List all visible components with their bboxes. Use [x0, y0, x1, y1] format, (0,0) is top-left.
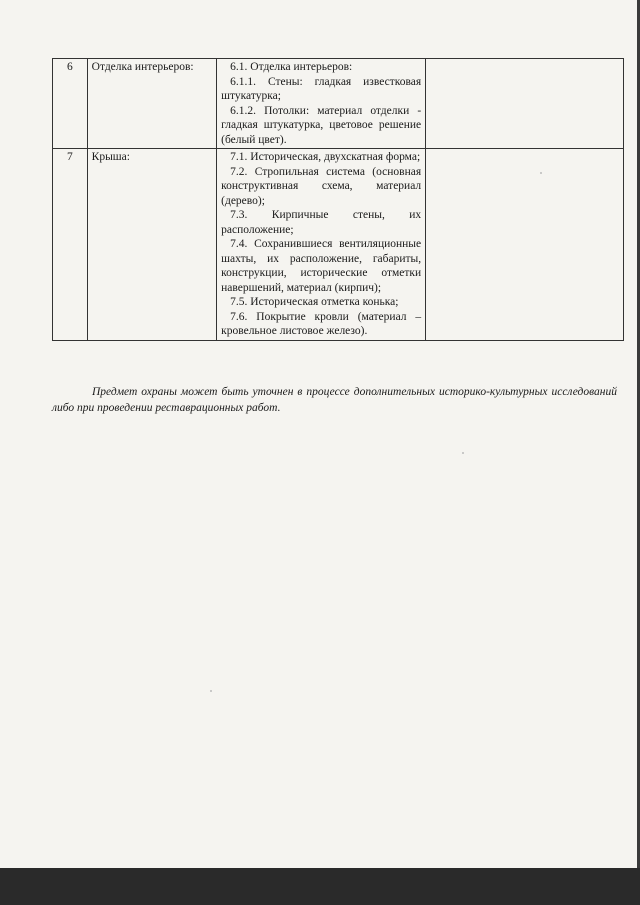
list-item: 7.4. Сохранившиеся вентиляционные шахты, их расположение, габариты, конструкции, исторические отметки навершений, материал (кирпич); [221, 238, 422, 294]
row-description [217, 149, 426, 341]
list-item: 7.5. Историческая отметка конька; [230, 296, 399, 308]
protection-subject-table [52, 58, 624, 341]
table-row [53, 149, 624, 341]
row-number: 6 [53, 59, 88, 149]
scan-speck [540, 172, 542, 174]
row-extra [426, 149, 624, 341]
scan-speck [462, 452, 464, 454]
row-name: Отделка интерьеров: [87, 59, 216, 149]
row-name: Крыша: [87, 149, 216, 341]
footnote-text: Предмет охраны может быть уточнен в процессе дополнительных историко-культурных исследований либо при проведении реставрационных работ. [52, 386, 617, 414]
row-description [217, 59, 426, 149]
list-item: 7.3. Кирпичные стены, их расположение; [221, 209, 422, 236]
table-row [53, 59, 624, 149]
scan-speck [210, 690, 212, 692]
list-item: 7.2. Стропильная система (основная конструктивная схема, материал (дерево); [221, 165, 422, 207]
list-item: 7.1. Историческая, двухскатная форма; [230, 151, 421, 163]
row-number: 7 [53, 149, 88, 341]
list-item: 6.1.1. Стены: гладкая известковая штукатурка; [221, 75, 422, 102]
list-item: 7.6. Покрытие кровли (материал – кровельное листовое железо). [221, 310, 422, 337]
row-extra [426, 59, 624, 149]
list-item: 6.1. Отделка интерьеров: [230, 61, 353, 73]
list-item: 6.1.2. Потолки: материал отделки - гладкая штукатурка, цветовое решение (белый цвет). [221, 104, 422, 146]
